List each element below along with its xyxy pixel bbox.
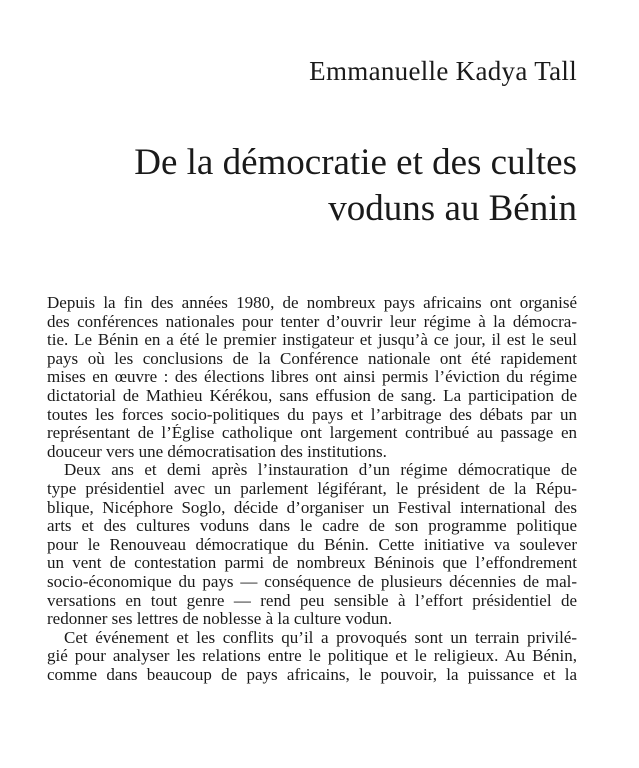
- text-line: des conférences nationales pour tenter d’ouvrir leur régime à la démocra-: [47, 312, 577, 331]
- text-line: mises en œuvre : des élections libres ont ainsi permis l’éviction du régime: [47, 368, 577, 387]
- text-line: arts et des cultures voduns dans le cadre de son programme politique: [47, 517, 577, 536]
- text-line: Deux ans et demi après l’instauration d’un régime démocratique de: [64, 461, 577, 480]
- article-title: [134, 140, 577, 232]
- text-line: tie. Le Bénin en a été le premier instigateur et jusqu’à ce jour, il est le seul: [47, 331, 577, 350]
- text-line: type présidentiel avec un parlement légiférant, le président de la Répu-: [47, 479, 577, 498]
- paragraph: [47, 629, 577, 685]
- text-line: gié pour analyser les relations entre le politique et le religieux. Au Bénin,: [47, 647, 577, 666]
- title-line-2: voduns au Bénin: [328, 188, 577, 229]
- paragraph: [47, 294, 577, 461]
- text-line: douceur vers une démocratisation des institutions.: [47, 442, 387, 461]
- paragraph: [47, 461, 577, 628]
- author-name: Emmanuelle Kadya Tall: [309, 56, 577, 86]
- text-line: comme dans beaucoup de pays africains, le pouvoir, la puissance et la: [47, 665, 577, 684]
- text-line: dictatorial de Mathieu Kérékou, sans effusion de sang. La participation de: [47, 386, 577, 405]
- text-line: versations en tout genre — rend peu sensible à l’effort présidentiel de: [47, 591, 577, 610]
- text-line: représentant de l’Église catholique ont largement contribué au passage en: [47, 424, 577, 443]
- text-line: Cet événement et les conflits qu’il a provoqués sont un terrain privilé-: [64, 628, 577, 647]
- text-line: Depuis la fin des années 1980, de nombreux pays africains ont organisé: [47, 294, 577, 312]
- text-line: blique, Nicéphore Soglo, décide d’organiser un Festival international des: [47, 498, 577, 517]
- title-line-1: De la démocratie et des cultes: [134, 142, 577, 183]
- text-line: toutes les forces socio-politiques du pays et l’arbitrage des débats par un: [47, 405, 577, 424]
- text-line: pour le Renouveau démocratique du Bénin. Cette initiative va soulever: [47, 535, 577, 554]
- text-line: pays où les conclusions de la Conférence nationale ont été rapidement: [47, 349, 577, 368]
- article-body: [47, 294, 577, 684]
- text-line: socio-économique du pays — conséquence de plusieurs décennies de mal-: [47, 572, 577, 591]
- text-line: redonner ses lettres de noblesse à la culture vodun.: [47, 610, 393, 629]
- text-line: un vent de contestation parmi de nombreux Béninois que l’effondrement: [47, 554, 577, 573]
